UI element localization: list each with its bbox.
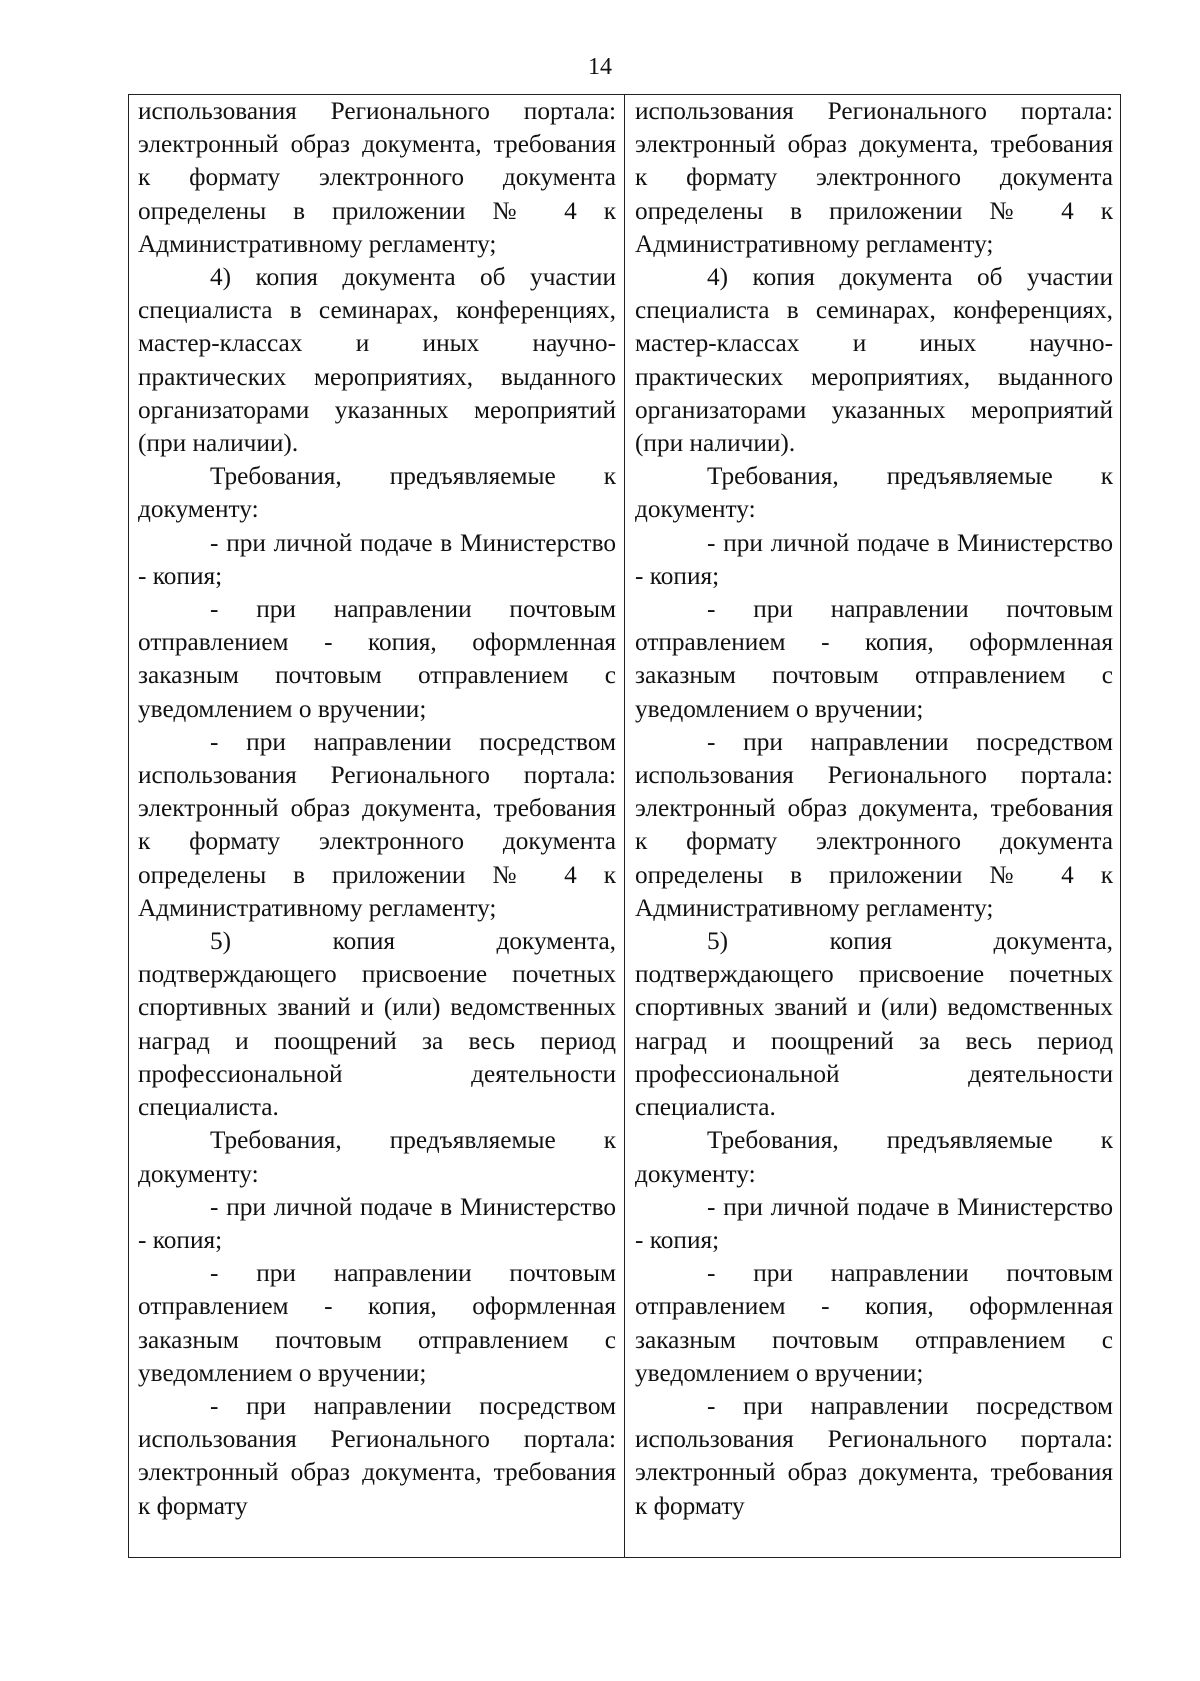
right-column-cell <box>625 95 1121 1558</box>
paragraph: - при направлении посредством использования Регионального портала: электронный образ документа, требования к формату <box>138 1391 616 1520</box>
paragraph: - при личной подаче в Министерство - копия; <box>635 1192 1113 1254</box>
paragraph: - при направлении посредством использования Регионального портала: электронный образ документа, требования к формату <box>635 1391 1113 1520</box>
paragraph: - при личной подаче в Министерство - копия; <box>635 528 1113 590</box>
paragraph: - при личной подаче в Министерство - копия; <box>138 528 616 590</box>
paragraph: - при направлении почтовым отправлением - копия, оформленная заказным почтовым отправлением с уведомлением о вручении; <box>138 595 616 723</box>
table-row <box>129 95 1121 1558</box>
page-number: 14 <box>588 54 612 80</box>
paragraph: использования Регионального портала: электронный образ документа, требования к формату электронного документа определены в приложении № 4 к Административному регламенту; <box>635 97 1113 258</box>
paragraph: 4) копия документа об участии специалиста в семинарах, конференциях, мастер-классах и иных научно-практических мероприятиях, выданного организаторами указанных мероприятий (при наличии). <box>635 263 1113 458</box>
paragraph: использования Регионального портала: электронный образ документа, требования к формату электронного документа определены в приложении № 4 к Административному регламенту; <box>138 97 616 258</box>
left-column-cell <box>129 95 625 1558</box>
paragraph: Требования, предъявляемые к документу: <box>635 462 1113 524</box>
paragraph: - при направлении почтовым отправлением - копия, оформленная заказным почтовым отправлением с уведомлением о вручении; <box>635 595 1113 723</box>
paragraph: - при личной подаче в Министерство - копия; <box>138 1192 616 1254</box>
paragraph: 5) копия документа, подтверждающего присвоение почетных спортивных званий и (или) ведомственных наград и поощрений за весь период профессиональной деятельности специалиста. <box>635 927 1113 1122</box>
paragraph: - при направлении почтовым отправлением - копия, оформленная заказным почтовым отправлением с уведомлением о вручении; <box>138 1259 616 1387</box>
paragraph: 4) копия документа об участии специалиста в семинарах, конференциях, мастер-классах и иных научно-практических мероприятиях, выданного организаторами указанных мероприятий (при наличии). <box>138 263 616 458</box>
comparison-table <box>128 94 1121 1558</box>
paragraph: 5) копия документа, подтверждающего присвоение почетных спортивных званий и (или) ведомственных наград и поощрений за весь период профессиональной деятельности специалиста. <box>138 927 616 1122</box>
paragraph: - при направлении посредством использования Регионального портала: электронный образ документа, требования к формату электронного документа определены в приложении № 4 к Административному регламенту; <box>635 727 1113 922</box>
paragraph: - при направлении почтовым отправлением - копия, оформленная заказным почтовым отправлением с уведомлением о вручении; <box>635 1259 1113 1387</box>
paragraph: Требования, предъявляемые к документу: <box>138 1126 616 1188</box>
paragraph: Требования, предъявляемые к документу: <box>635 1126 1113 1188</box>
paragraph: - при направлении посредством использования Регионального портала: электронный образ документа, требования к формату электронного документа определены в приложении № 4 к Административному регламенту; <box>138 727 616 922</box>
paragraph: Требования, предъявляемые к документу: <box>138 462 616 524</box>
